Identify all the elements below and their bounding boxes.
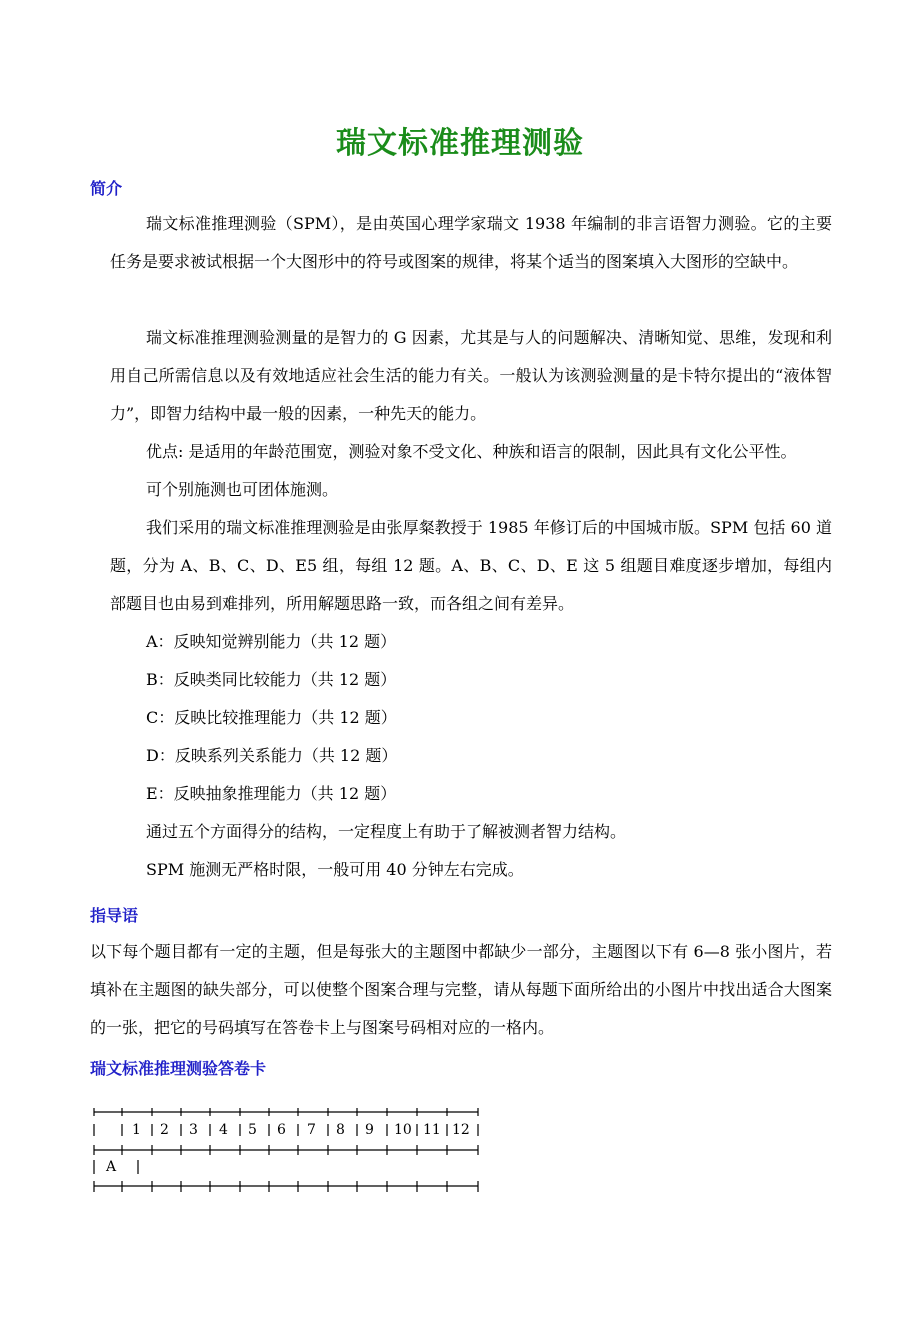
intro-advantages: 优点: 是适用的年龄范围宽，测验对象不受文化、种族和语言的限制，因此具有文化公平性。 <box>146 442 797 461</box>
intro-time-note: SPM 施测无严格时限，一般可用 40 分钟左右完成。 <box>146 860 524 879</box>
intro-paragraph-1: 瑞文标准推理测验（SPM），是由英国心理学家瑞文 1938 年编制的非言语智力测验。它的主要任务是要求被试根据一个大图形中的符号或图案的规律，将某个适当的图案填入大图形的空缺中。 <box>110 214 832 271</box>
answer-col-6: 6 <box>277 1122 286 1138</box>
group-d-description: D：反映系列关系能力（共 12 题） <box>146 746 398 765</box>
answer-col-2: 2 <box>160 1122 169 1138</box>
intro-administration: 可个别施测也可团体施测。 <box>146 480 339 499</box>
guide-text: 以下每个题目都有一定的主题，但是每张大的主题图中都缺少一部分，主题图以下有 6—8 张小图片，若填补在主题图的缺失部分，可以使整个图案合理与完整，请从每题下面所给出的小图片中找出适合大图案的一张，把它的号码填写在答卷卡上与图案号码相对应的一格内。 <box>90 942 832 1037</box>
answer-col-9: 9 <box>365 1122 374 1138</box>
group-a-description: A：反映知觉辨别能力（共 12 题） <box>146 632 397 651</box>
answer-row-label-a: A <box>106 1159 117 1175</box>
answer-col-12: 12 <box>452 1122 470 1138</box>
answer-card-heading: 瑞文标准推理测验答卷卡 <box>90 1059 267 1078</box>
answer-col-11: 11 <box>423 1122 441 1138</box>
group-c-description: C：反映比较推理能力（共 12 题） <box>146 708 397 727</box>
answer-card-table <box>92 1104 482 1204</box>
answer-col-10: 10 <box>394 1122 412 1138</box>
answer-col-8: 8 <box>336 1122 345 1138</box>
intro-heading: 简介 <box>90 179 123 198</box>
guide-heading: 指导语 <box>90 906 139 925</box>
answer-col-7: 7 <box>307 1122 316 1138</box>
answer-col-3: 3 <box>189 1122 198 1138</box>
intro-structure-note: 通过五个方面得分的结构，一定程度上有助于了解被测者智力结构。 <box>146 822 627 841</box>
answer-col-4: 4 <box>219 1122 228 1138</box>
group-b-description: B：反映类同比较能力（共 12 题） <box>146 670 397 689</box>
answer-col-5: 5 <box>248 1122 257 1138</box>
intro-paragraph-5: 我们采用的瑞文标准推理测验是由张厚粲教授于 1985 年修订后的中国城市版。SPM 包括 60 道题，分为 A、B、C、D、E5 组，每组 12 题。A、B、C、D、E 这 5 组题目难度逐步增加，每组内部题目也由易到难排列，所用解题思路一致，而各组之间有差异。 <box>110 518 832 613</box>
group-e-description: E：反映抽象推理能力（共 12 题） <box>146 784 397 803</box>
answer-col-1: 1 <box>132 1122 141 1138</box>
intro-paragraph-2: 瑞文标准推理测验测量的是智力的 G 因素，尤其是与人的问题解决、清晰知觉、思维，发现和利用自己所需信息以及有效地适应社会生活的能力有关。一般认为该测验测量的是卡特尔提出的“液体智力”，即智力结构中最一般的因素，一种先天的能力。 <box>110 328 832 423</box>
answer-card-grid <box>92 1104 482 1204</box>
page-title: 瑞文标准推理测验 <box>336 126 584 161</box>
